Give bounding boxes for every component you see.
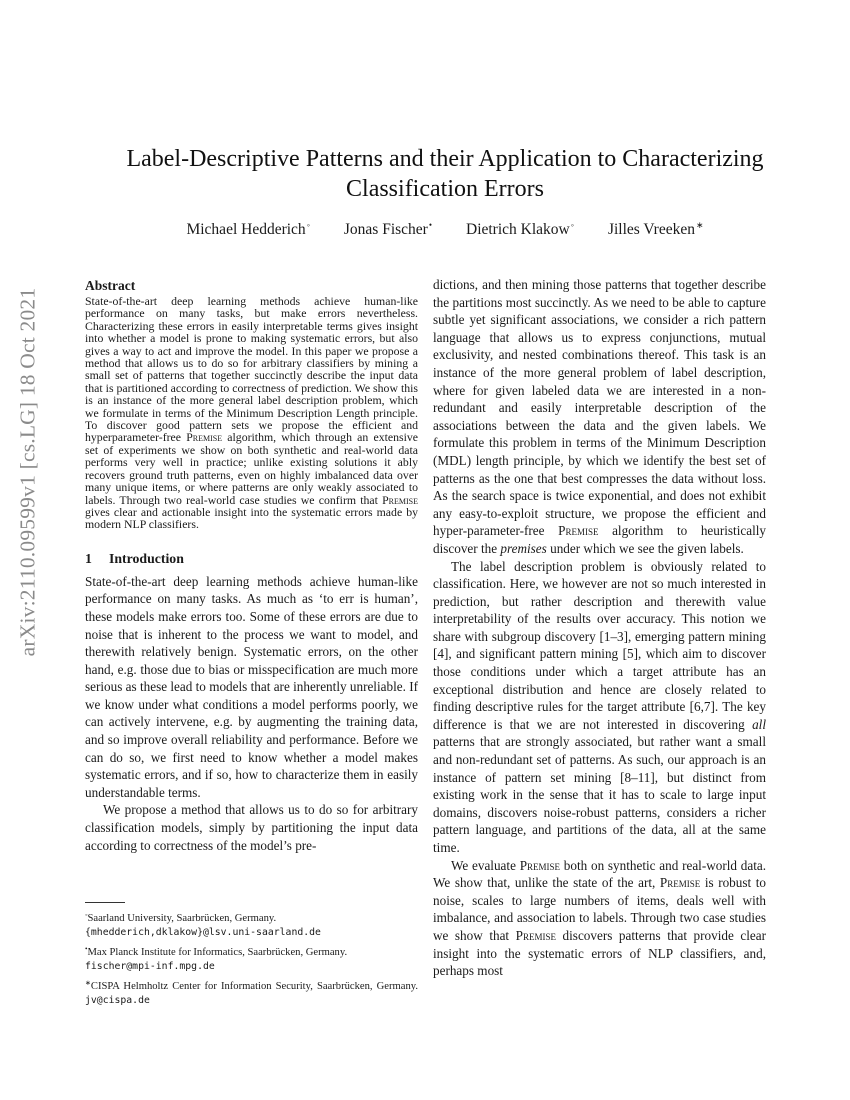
footnote: ◦Saarland University, Saarbrücken, Germany. {mhedderich,dklakow}@lsv.uni-saarland.de (85, 911, 321, 938)
abstract-text: State-of-the-art deep learning methods achieve human-like performance on many tasks, but make errors nevertheless. Characterizing these errors in easily interpretable terms gives insight into whether a model is prone to making systematic errors, but also gives a way to act and improve the model. In this paper we propose a method that allows us to do so for arbitrary classifiers by mining a small set of patterns that together succinctly describe the input data that is partitioned according to correctness of prediction. We show this is an instance of the more general label description problem, which we formulate in terms of the Minimum Description Length principle. To discover good pattern sets we propose the efficient and hyperparameter-free Premise algorithm, which through an extensive set of experiments we show on both synthetic and real-world data performs very well in practice; unlike existing solutions it ably recovers ground truth patterns, even on highly imbalanced data over many unique items, or where patterns are only weakly associated to labels. Through two real-world case studies we confirm that Premise gives clear and actionable insight into the systematic errors made by modern NLP classifiers. (85, 294, 419, 532)
right-paragraph-1: dictions, and then mining those patterns that together describe the partitions most succinctly. As we need to be able to capture subtle yet significant associations, we consider a rich pattern language that allows us to express conjunctions, mutual exclusivity, and nested combinations thereof. This task is an instance of the more general problem of label description, where for given labeled data we are interested in a non-redundant and easily interpretable description of the associations between the data and the given labels. We formulate this problem in terms of the Minimum Description (MDL) length principle, by which we identify the best set of patterns as the one that best compresses the data without loss. As the search space is twice exponential, and does not exhibit any easy-to-exploit structure, we propose the efficient and hyper-parameter-free Premise algorithm to heuristically discover the premises under which we see the given labels. (433, 277, 767, 556)
footnotes (85, 902, 418, 1012)
author-affiliation-mark: ◦ (570, 220, 574, 230)
premise-name: Premise (558, 523, 599, 539)
footnote: •Max Planck Institute for Informatics, Saarbrücken, Germany. fischer@mpi-inf.mpg.de (85, 945, 348, 972)
author-name: Jonas Fischer (343, 221, 428, 238)
paper-title (95, 144, 795, 204)
author (344, 220, 432, 239)
intro-paragraph-1: State-of-the-art deep learning methods achieve human-like performance on many tasks. As much as ‘to err is human’, these models make errors too. Some of these errors are due to noise that is inherent to the process we want to model, and therewith relatively benign. Systematic errors, on the other hand, e.g. those due to bias or misspecification are much more serious as these lead to models that are inherently unreliable. If we know under what conditions a model performs poorly, we can actively intervene, e.g. by augmenting the training data, and so improve overall reliability and performance. Before we can do so, we first need to know whether a model makes systematic errors, and if so, how to characterize them in easily understandable terms. (85, 573, 418, 800)
left-column (85, 278, 418, 854)
footnote-email: jv@cispa.de (85, 994, 150, 1006)
premise-name: Premise (382, 492, 418, 507)
section-number: 1 (85, 550, 92, 566)
section-heading-introduction (85, 551, 418, 567)
author-name: Michael Hedderich (186, 221, 306, 238)
right-paragraph-2: The label description problem is obviously related to classification. Here, we however are not so much interested in prediction, but rather description and therewith value interpretability of the results over accuracy. This notion we share with subgroup discovery [1–3], emerging pattern mining [4], and significant pattern mining [5], which aim to discover those conditions under which a target attribute has an exceptional distribution and hence are closely related to finding descriptive rules for the target attribute [6,7]. The key difference is that we are not interested in discovering all patterns that are strongly associated, but rather want a small and non-redundant set of patterns. As such, our approach is an instance of pattern set mining [8–11], but distinct from existing work in the sense that it has to scale to large input domains, discovers noise-robust patterns, considers a richer pattern language, and partitions of the data, all at the same time. (433, 558, 766, 855)
intro-paragraph-2: We propose a method that allows us to do so for arbitrary classification models, simply by partitioning the input data according to correctness of the model’s pre- (85, 802, 418, 853)
emphasis-all: all (752, 716, 766, 732)
section-title: Introduction (109, 550, 184, 566)
author-list (95, 220, 795, 239)
author-affiliation-mark: ◦ (306, 220, 310, 230)
footnote-divider (85, 902, 125, 903)
arxiv-identifier: arXiv:2110.09599v1 [cs.LG] 18 Oct 2021 (15, 287, 40, 657)
footnote: ∗CISPA Helmholtz Center for Information Security, Saarbrücken, Germany. jv@cispa.de (85, 979, 418, 1006)
right-column (433, 276, 766, 980)
premise-name: Premise (519, 857, 561, 873)
footnote-email: fischer@mpi-inf.mpg.de (85, 960, 215, 972)
author (186, 220, 309, 239)
abstract-heading: Abstract (85, 278, 136, 293)
author-affiliation-mark: • (428, 220, 432, 230)
author-name: Dietrich Klakow (466, 221, 570, 238)
emphasis-premises: premises (500, 540, 547, 556)
premise-name: Premise (659, 875, 701, 891)
title-line-2: Classification Errors (346, 176, 544, 202)
footnote-email: {mhedderich,dklakow}@lsv.uni-saarland.de (85, 926, 321, 938)
title-line-1: Label-Descriptive Patterns and their Application to Characterizing (126, 146, 764, 172)
premise-name: Premise (186, 430, 223, 445)
author-affiliation-mark: ∗ (695, 220, 704, 230)
right-paragraph-3: We evaluate Premise both on synthetic and real-world data. We show that, unlike the state of the art, Premise is robust to noise, scales to large numbers of items, deals well with imbalance, and association to labels. Through two case studies we show that Premise discovers patterns that provide clear insight into the systematic errors of NLP classifiers, and, perhaps most (433, 857, 767, 979)
author (608, 220, 704, 239)
premise-name: Premise (515, 927, 556, 943)
author-name: Jilles Vreeken (607, 221, 695, 238)
author (466, 220, 574, 239)
